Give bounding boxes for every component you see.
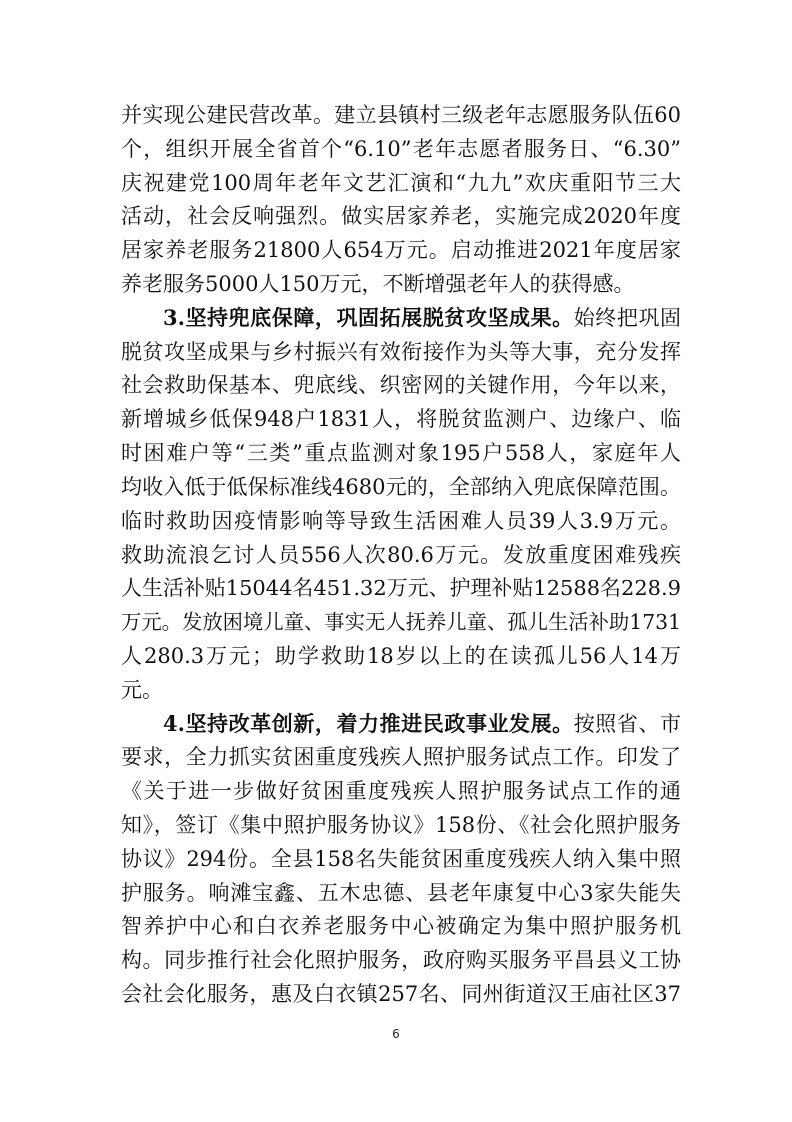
paragraph-3-heading: 4.坚持改革创新，着力推进民政事业发展。 <box>163 710 574 736</box>
paragraph-1-line-3: 庆祝建党100周年老年文艺汇演和“九九”欢庆重阳节三大 <box>121 170 681 195</box>
paragraph-2-line-9: 人生活补贴15044名451.32万元、护理补贴12588名228.9 <box>121 576 681 601</box>
paragraph-3-line-3: 《关于进一步做好贫困重度残疾人照护服务试点工作的通 <box>121 779 681 804</box>
paragraph-3-line-7: 智养护中心和白衣养老服务中心被确定为集中照护服务机 <box>121 914 681 939</box>
paragraph-3-line-5: 协议》294份。全县158名失能贫困重度残疾人纳入集中照 <box>121 846 681 871</box>
paragraph-3-line-9: 会社会化服务，惠及白衣镇257名、同州街道汉王庙社区37 <box>121 982 681 1006</box>
paragraph-2-line-8: 救助流浪乞讨人员556人次80.6万元。发放重度困难残疾 <box>121 542 681 567</box>
paragraph-2-line-12: 元。 <box>121 677 163 702</box>
paragraph-2-line-10: 万元。发放困境儿童、事实无人抚养儿童、孤儿生活补助1731 <box>121 610 681 635</box>
paragraph-2-line-7: 临时救助因疫情影响等导致生活困难人员39人3.9万元。 <box>121 508 681 533</box>
paragraph-1-line-1: 并实现公建民营改革。建立县镇村三级老年志愿服务队伍60 <box>121 103 681 127</box>
paragraph-3-line-2: 要求，全力抓实贫困重度残疾人照护服务试点工作。印发了 <box>121 745 681 770</box>
page-number: 6 <box>392 1027 400 1041</box>
paragraph-2-line-2: 脱贫攻坚成果与乡村振兴有效衔接作为头等大事，充分发挥 <box>121 339 681 364</box>
paragraph-2-heading: 3.坚持兜底保障，巩固拓展脱贫攻坚成果。 <box>163 304 574 330</box>
paragraph-2-line-6: 均收入低于低保标准线4680元的，全部纳入兜底保障范围。 <box>121 474 681 499</box>
paragraph-1-line-2: 个，组织开展全省首个“6.10”老年志愿者服务日、“6.30” <box>121 136 681 161</box>
paragraph-3-line-4: 知》，签订《集中照护服务协议》158份、《社会化照护服务 <box>121 812 681 837</box>
paragraph-2-first-line-rest: 始终把巩固 <box>573 305 682 330</box>
paragraph-2-line-5: 时困难户等“三类”重点监测对象195户558人，家庭年人 <box>121 441 681 466</box>
paragraph-3-first-line-rest: 按照省、市 <box>573 711 682 736</box>
paragraph-1-line-4: 活动，社会反响强烈。做实居家养老，实施完成2020年度 <box>121 204 681 229</box>
paragraph-3-line-8: 构。同步推行社会化照护服务，政府购买服务平昌县义工协 <box>121 948 681 973</box>
paragraph-2-line-3: 社会救助保基本、兜底线、织密网的关键作用，今年以来， <box>121 373 681 398</box>
paragraph-3-first-line <box>163 712 681 738</box>
paragraph-1-line-6: 养老服务5000人150万元，不断增强老年人的获得感。 <box>121 272 635 297</box>
paragraph-1-line-5: 居家养老服务21800人654万元。启动推进2021年度居家 <box>121 238 681 263</box>
paragraph-2-line-11: 人280.3万元；助学救助18岁以上的在读孤儿56人14万 <box>121 643 681 668</box>
paragraph-3-line-6: 护服务。响滩宝鑫、五木忠德、县老年康复中心3家失能失 <box>121 880 681 905</box>
paragraph-2-first-line <box>163 306 681 332</box>
paragraph-2-line-4: 新增城乡低保948户1831人，将脱贫监测户、边缘户、临 <box>121 407 681 432</box>
